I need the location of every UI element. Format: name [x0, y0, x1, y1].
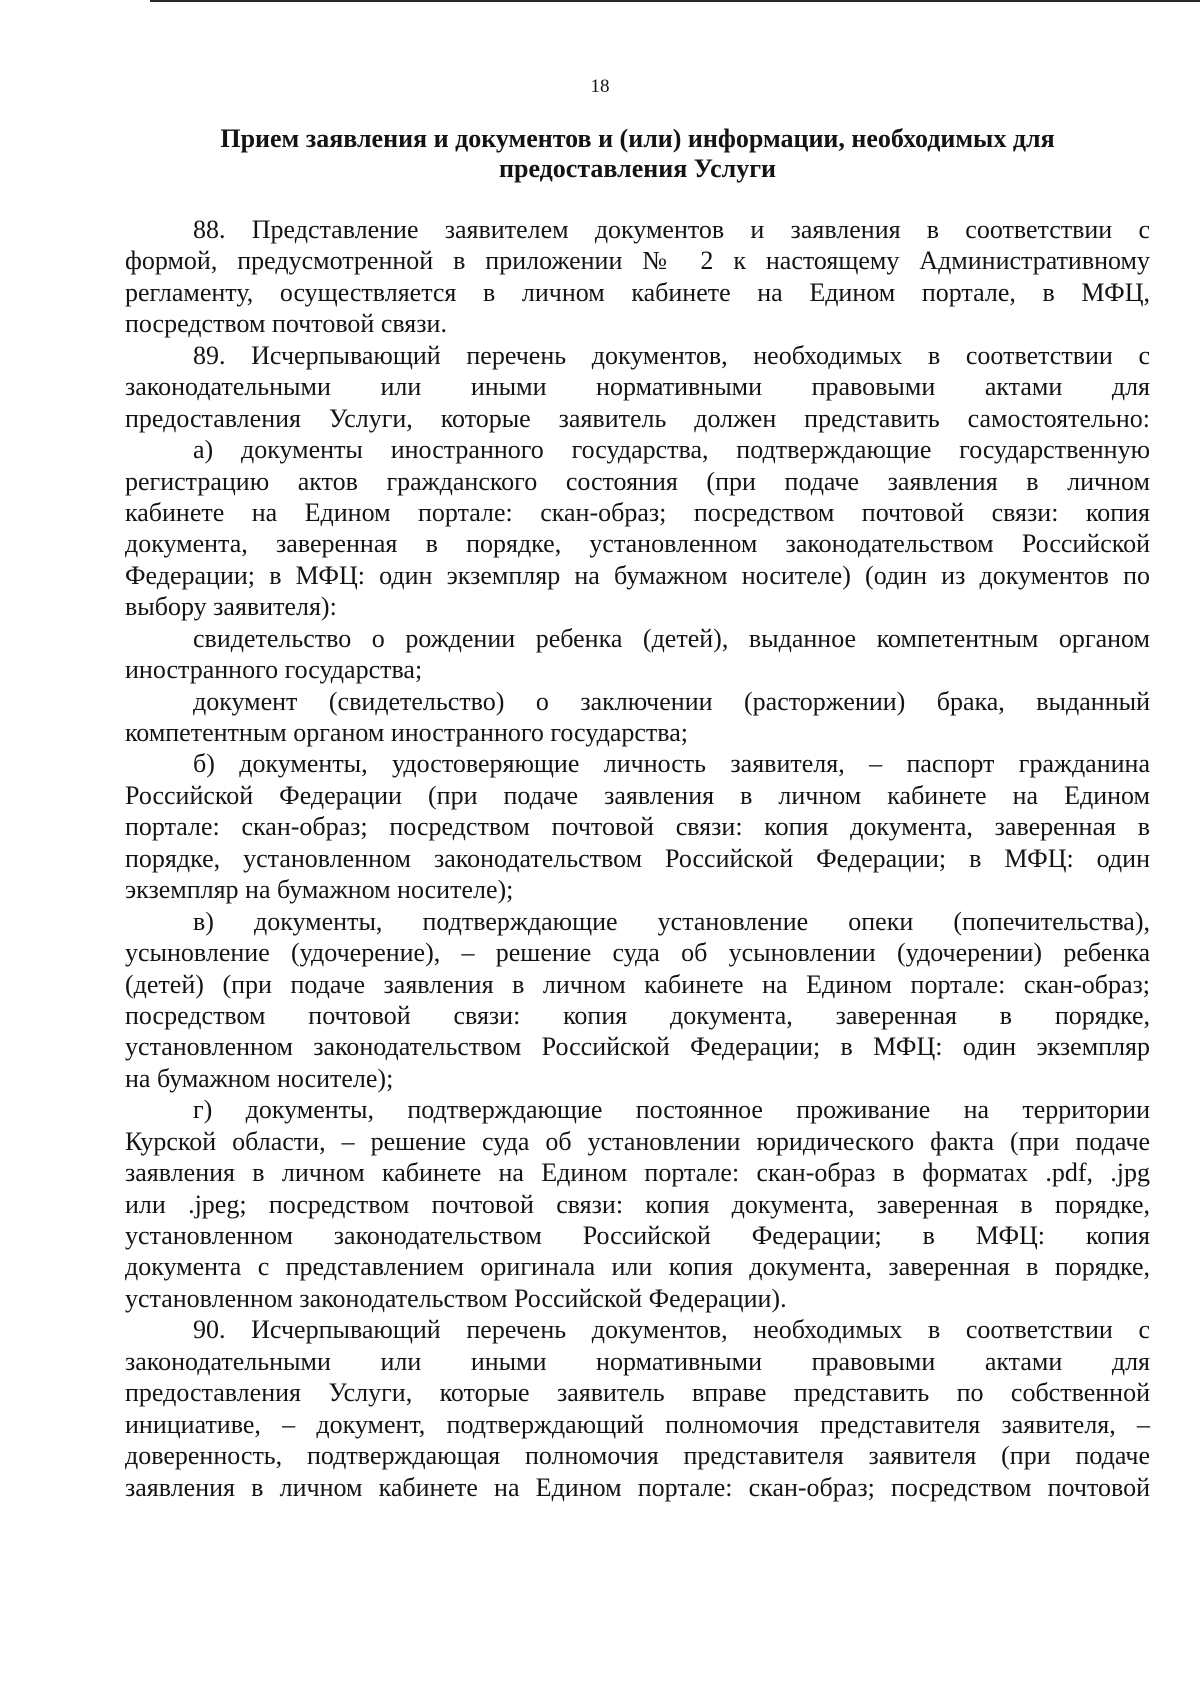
text-line: экземпляр на бумажном носителе);: [125, 875, 514, 905]
text-line: б) документы, удостоверяющие личность заявителя, – паспорт гражданина: [193, 749, 1150, 779]
text-line: документа, заверенная в порядке, установленном законодательством Российской: [125, 529, 1150, 559]
document-body: [125, 214, 1150, 1503]
text-line: на бумажном носителе);: [125, 1063, 394, 1093]
text-line: посредством почтовой связи.: [125, 309, 447, 339]
text-line: а) документы иностранного государства, подтверждающие государственную: [193, 435, 1150, 465]
text-line: установленном законодательством Российской Федерации; в МФЦ: копия: [125, 1221, 1150, 1250]
text-line: законодательными или иными нормативными правовыми актами для: [125, 372, 1150, 402]
text-line: доверенность, подтверждающая полномочия представителя заявителя (при подаче: [125, 1441, 1150, 1471]
text-line: иностранного государства;: [125, 655, 423, 685]
text-line: установленном законодательством Российской Федерации).: [125, 1283, 787, 1313]
text-line: компетентным органом иностранного государства;: [125, 718, 688, 747]
page-number: 18: [590, 76, 610, 97]
text-line: г) документы, подтверждающие постоянное проживание на территории: [193, 1095, 1150, 1125]
text-line: Российской Федерации (при подаче заявления в личном кабинете на Едином: [125, 780, 1150, 810]
text-line: законодательными или иными нормативными правовыми актами для: [125, 1346, 1150, 1376]
text-line: формой, предусмотренной в приложении № 2 к настоящему Административному: [125, 246, 1150, 276]
text-line: документа с представлением оригинала или копия документа, заверенная в порядке,: [125, 1252, 1150, 1282]
section-title: [125, 124, 1150, 184]
text-line: регламенту, осуществляется в личном кабинете на Едином портале, в МФЦ,: [125, 277, 1150, 307]
text-line: свидетельство о рождении ребенка (детей), выданное компетентным органом: [193, 623, 1150, 653]
text-line: документ (свидетельство) о заключении (расторжении) брака, выданный: [193, 686, 1150, 716]
text-line: предоставления Услуги, которые заявитель должен представить самостоятельно:: [125, 403, 1150, 433]
text-line: кабинете на Едином портале: скан-образ; посредством почтовой связи: копия: [125, 497, 1150, 527]
text-line: посредством почтовой связи: копия документа, заверенная в порядке,: [125, 1000, 1150, 1030]
text-line: 88. Представление заявителем документов и заявления в соответствии с: [193, 215, 1150, 244]
text-line: инициативе, – документ, подтверждающий полномочия представителя заявителя, –: [125, 1409, 1150, 1439]
top-border-line: [150, 0, 1200, 2]
text-line: Федерации; в МФЦ: один экземпляр на бумажном носителе) (один из документов по: [125, 560, 1150, 590]
text-line: предоставления Услуги, которые заявитель вправе представить по собственной: [125, 1378, 1150, 1408]
text-line: Курской области, – решение суда об установлении юридического факта (при подаче: [125, 1126, 1150, 1156]
text-line: заявления в личном кабинете на Едином портале: скан-образ; посредством почтовой: [125, 1472, 1150, 1502]
text-line: порядке, установленном законодательством Российской Федерации; в МФЦ: один: [125, 843, 1150, 873]
text-line: регистрацию актов гражданского состояния (при подаче заявления в личном: [125, 466, 1150, 496]
text-line: выбору заявителя):: [125, 592, 337, 622]
section-title-line-2: предоставления Услуги: [499, 154, 776, 183]
text-line: 90. Исчерпывающий перечень документов, необходимых в соответствии с: [193, 1315, 1150, 1345]
section-title-line-1: Прием заявления и документов и (или) информации, необходимых для: [220, 124, 1055, 153]
text-line: (детей) (при подаче заявления в личном кабинете на Едином портале: скан-образ;: [125, 969, 1150, 999]
text-line: усыновление (удочерение), – решение суда об усыновлении (удочерении) ребенка: [125, 938, 1150, 968]
text-line: в) документы, подтверждающие установление опеки (попечительства),: [193, 906, 1150, 936]
text-line: заявления в личном кабинете на Едином портале: скан-образ в форматах .pdf, .jpg: [125, 1158, 1150, 1188]
text-line: установленном законодательством Российской Федерации; в МФЦ: один экземпляр: [125, 1032, 1150, 1062]
text-line: или .jpeg; посредством почтовой связи: копия документа, заверенная в порядке,: [125, 1189, 1150, 1219]
text-line: 89. Исчерпывающий перечень документов, необходимых в соответствии с: [193, 340, 1150, 370]
text-line: портале: скан-образ; посредством почтовой связи: копия документа, заверенная в: [125, 812, 1150, 842]
